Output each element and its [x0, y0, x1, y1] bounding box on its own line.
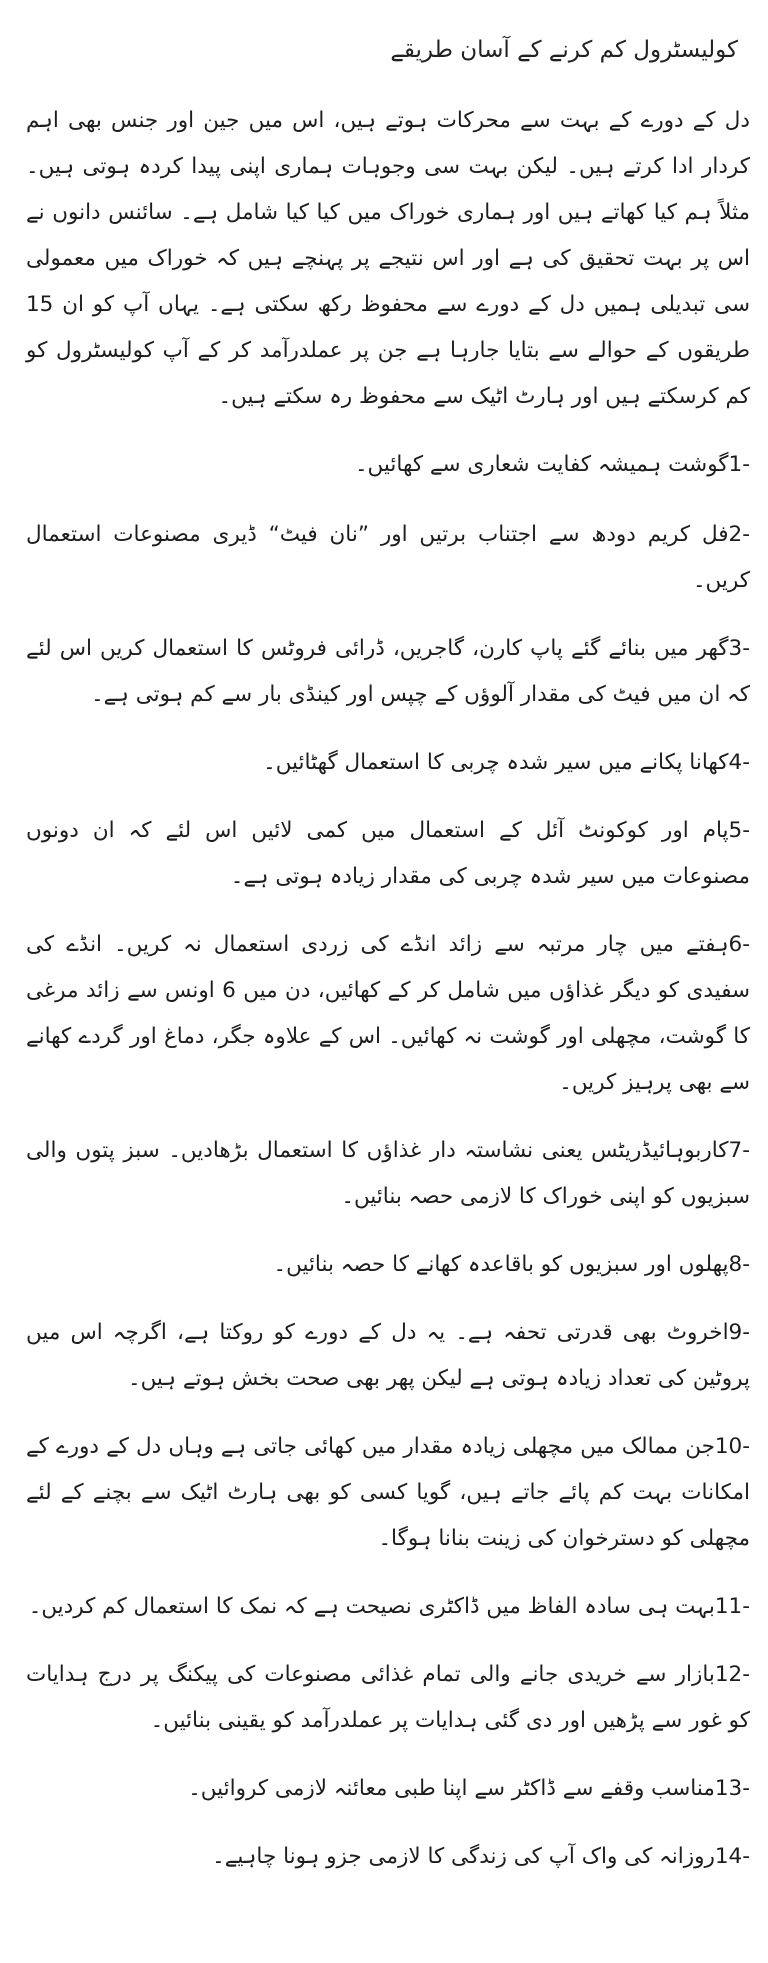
tip-separator: -	[742, 750, 750, 775]
tip-item	[26, 1584, 750, 1630]
tip-separator: -	[742, 636, 750, 661]
tip-separator: -	[742, 1594, 750, 1619]
tip-number: 11	[714, 1594, 743, 1619]
tip-item	[26, 1310, 750, 1402]
tip-item	[26, 740, 750, 786]
tip-separator: -	[742, 932, 750, 957]
tip-separator: -	[742, 1252, 750, 1277]
tip-separator: -	[742, 818, 750, 843]
tip-text: پام اور کوکونٹ آئل کے استعمال میں کمی لائیں اس لئے کہ ان دونوں مصنوعات میں سیر شدہ چربی کی مقدار زیادہ ہوتی ہے۔	[26, 818, 750, 889]
tip-number: 3	[728, 636, 743, 661]
tip-text: پھلوں اور سبزیوں کو باقاعدہ کھانے کا حصہ بنائیں۔	[273, 1252, 729, 1277]
tip-number: 2	[728, 522, 743, 547]
tip-number: 8	[728, 1252, 743, 1277]
tip-item	[26, 1242, 750, 1288]
tip-text: گوشت ہمیشہ کفایت شعاری سے کھائیں۔	[354, 452, 729, 477]
tip-separator: -	[742, 452, 750, 477]
tip-text: کھانا پکانے میں سیر شدہ چربی کا استعمال گھٹائیں۔	[263, 750, 729, 775]
tip-item	[26, 626, 750, 718]
tip-number: 9	[728, 1320, 743, 1345]
tip-item	[26, 442, 750, 488]
tip-text: ہفتے میں چار مرتبہ سے زائد انڈے کی زردی استعمال نہ کریں۔ انڈے کی سفیدی کو دیگر غذاؤں میں شامل کر کے کھائیں، دن میں 6 اونس سے زائد مرغی کا گوشت، مچھلی اور گوشت نہ کھائیں۔ اس کے علاوہ جگر، دماغ اور گردے کھانے سے بھی پرہیز کریں۔	[26, 932, 750, 1095]
tip-item	[26, 922, 750, 1106]
tip-separator: -	[742, 1844, 750, 1869]
tip-item	[26, 1834, 750, 1880]
tip-separator: -	[742, 1776, 750, 1801]
tip-number: 5	[728, 818, 743, 843]
tip-text: مناسب وقفے سے ڈاکٹر سے اپنا طبی معائنہ لازمی کروائیں۔	[188, 1776, 715, 1801]
tip-number: 6	[728, 932, 743, 957]
tip-number: 7	[728, 1138, 743, 1163]
intro-paragraph: دل کے دورے کے بہت سے محرکات ہوتے ہیں، اس میں جین اور جنس بھی اہم کردار ادا کرتے ہیں۔ لیکن بہت سی وجوہات ہماری اپنی پیدا کردہ ہوتی ہیں۔ مثلاً ہم کیا کھاتے ہیں اور ہماری خوراک میں کیا کیا شامل ہے۔ سائنس دانوں نے اس پر بہت تحقیق کی ہے اور اس نتیجے پر پہنچے ہیں کہ خوراک میں معمولی سی تبدیلی ہمیں دل کے دورے سے محفوظ رکھ سکتی ہے۔ یہاں آپ کو ان 15 طریقوں کے حوالے سے بتایا جارہا ہے جن پر عملدرآمد کر کے آپ کولیسٹرول کو کم کرسکتے ہیں اور ہارٹ اٹیک سے محفوظ رہ سکتے ہیں۔	[26, 108, 750, 409]
tip-number: 1	[728, 452, 743, 477]
tip-number: 13	[714, 1776, 743, 1801]
tip-text: فل کریم دودھ سے اجتناب برتیں اور ”نان فیٹ“ ڈیری مصنوعات استعمال کریں۔	[26, 522, 750, 593]
tip-number: 4	[728, 750, 743, 775]
tip-separator: -	[742, 1138, 750, 1163]
tip-item	[26, 1424, 750, 1562]
tip-separator: -	[742, 522, 750, 547]
tip-number: 12	[714, 1662, 743, 1687]
tips-list	[26, 442, 750, 1880]
tip-item	[26, 1652, 750, 1744]
tip-separator: -	[742, 1662, 750, 1687]
tip-text: کاربوہائیڈریٹس یعنی نشاستہ دار غذاؤں کا استعمال بڑھادیں۔ سبز پتوں والی سبزیوں کو اپنی خوراک کا لازمی حصہ بنائیں۔	[26, 1138, 750, 1209]
tip-item	[26, 512, 750, 604]
tip-item	[26, 808, 750, 900]
tip-separator: -	[742, 1320, 750, 1345]
tip-number: 14	[714, 1844, 743, 1869]
article-title: کولیسٹرول کم کرنے کے آسان طریقے	[390, 37, 738, 63]
tip-text: بہت ہی سادہ الفاظ میں ڈاکٹری نصیحت ہے کہ نمک کا استعمال کم کردیں۔	[28, 1594, 715, 1619]
tip-item	[26, 1128, 750, 1220]
tip-separator: -	[742, 1434, 750, 1459]
tip-number: 10	[714, 1434, 743, 1459]
tip-text: گھر میں بنائے گئے پاپ کارن، گاجریں، ڈرائی فروٹس کا استعمال کریں اس لئے کہ ان میں فیٹ کی مقدار آلوؤں کے چپس اور کینڈی بار سے کم ہوتی ہے۔	[26, 636, 750, 707]
tip-item	[26, 1766, 750, 1812]
tip-text: بازار سے خریدی جانے والی تمام غذائی مصنوعات کی پیکنگ پر درج ہدایات کو غور سے پڑھیں اور دی گئی ہدایات پر عملدرآمد کو یقینی بنائیں۔	[26, 1662, 750, 1733]
tip-text: جن ممالک میں مچھلی زیادہ مقدار میں کھائی جاتی ہے وہاں دل کے دورے کے امکانات بہت کم پائے جاتے ہیں، گویا کسی کو بھی ہارٹ اٹیک سے بچنے کے لئے مچھلی کو دسترخوان کی زینت بنانا ہوگا۔	[26, 1434, 750, 1551]
tip-text: اخروٹ بھی قدرتی تحفہ ہے۔ یہ دل کے دورے کو روکتا ہے، اگرچہ اس میں پروٹین کی تعداد زیادہ ہوتی ہے لیکن پھر بھی صحت بخش ہوتے ہیں۔	[26, 1320, 750, 1391]
tip-text: روزانہ کی واک آپ کی زندگی کا لازمی جزو ہونا چاہیے۔	[212, 1844, 715, 1869]
